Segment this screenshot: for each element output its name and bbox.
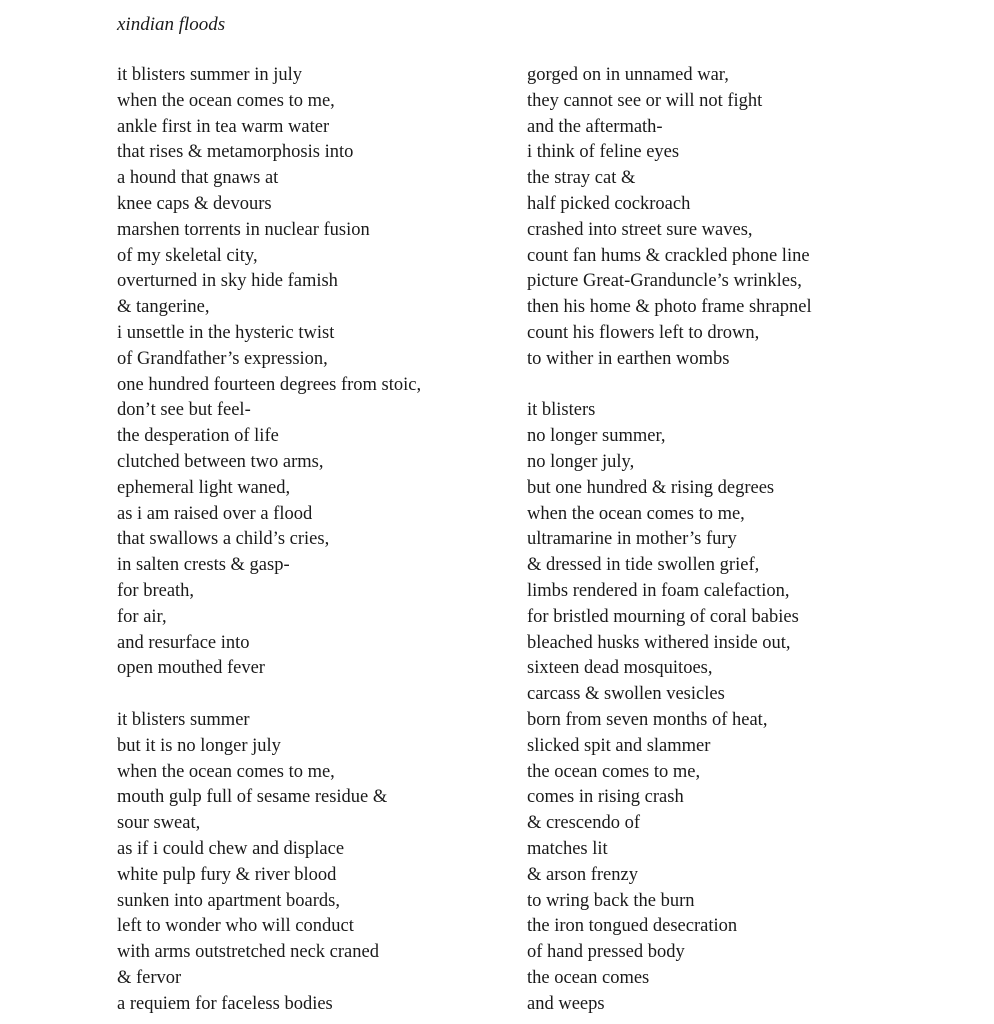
- poem-line: when the ocean comes to me,: [527, 503, 745, 524]
- poem-line: ephemeral light waned,: [117, 477, 291, 498]
- poem-line: i think of feline eyes: [527, 142, 680, 163]
- poem-line: crashed into street sure waves,: [527, 219, 753, 240]
- poem-line: one hundred fourteen degrees from stoic,: [117, 374, 422, 395]
- poem-line: count his flowers left to drown,: [527, 322, 760, 343]
- poem-line: marshen torrents in nuclear fusion: [117, 219, 370, 240]
- poem-line: picture Great-Granduncle’s wrinkles,: [527, 271, 802, 292]
- poem-line: but one hundred & rising degrees: [527, 477, 775, 498]
- poem-line: overturned in sky hide famish: [117, 271, 338, 292]
- poem-line: ankle first in tea warm water: [117, 116, 330, 137]
- poem-line: comes in rising crash: [527, 787, 684, 808]
- poem-line: bleached husks withered inside out,: [527, 632, 791, 653]
- poem-line: sixteen dead mosquitoes,: [527, 658, 713, 679]
- poem-line: born from seven months of heat,: [527, 709, 768, 730]
- poem-line: white pulp fury & river blood: [117, 864, 337, 885]
- poem-line: that rises & metamorphosis into: [117, 142, 354, 163]
- poem-line: the iron tongued desecration: [527, 916, 738, 937]
- poem-line: and resurface into: [117, 632, 250, 653]
- poem-line: of my skeletal city,: [117, 245, 258, 266]
- poem-line: as i am raised over a flood: [117, 503, 313, 524]
- stanza: [117, 63, 507, 682]
- poem-line: with arms outstretched neck craned: [117, 942, 379, 963]
- stanza-break: [527, 373, 947, 399]
- poem-line: no longer july,: [527, 451, 635, 472]
- poem-line: it blisters summer: [117, 709, 250, 730]
- poem-line: then his home & photo frame shrapnel: [527, 297, 812, 318]
- poem-line: the ocean comes: [527, 967, 650, 988]
- poem-line: gorged on in unnamed war,: [527, 65, 729, 85]
- poem-line: ultramarine in mother’s fury: [527, 529, 737, 550]
- poem-line: clutched between two arms,: [117, 451, 324, 472]
- poem-line: but it is no longer july: [117, 735, 281, 756]
- poem-line: mouth gulp full of sesame residue &: [117, 787, 388, 808]
- poem-line: & arson frenzy: [527, 864, 638, 885]
- stanza: [527, 398, 947, 1017]
- left-column: [117, 63, 507, 1017]
- poem-line: a hound that gnaws at: [117, 168, 279, 189]
- poem-line: it blisters summer in july: [117, 65, 302, 85]
- poem-line: in salten crests & gasp-: [117, 555, 290, 576]
- poem-line: they cannot see or will not fight: [527, 90, 763, 111]
- poem-line: count fan hums & crackled phone line: [527, 245, 810, 266]
- right-column: [527, 63, 947, 1017]
- poem-line: to wither in earthen wombs: [527, 348, 730, 369]
- poem-line: limbs rendered in foam calefaction,: [527, 580, 790, 601]
- poem-line: & dressed in tide swollen grief,: [527, 555, 760, 576]
- poem-line: matches lit: [527, 838, 608, 859]
- poem-line: & fervor: [117, 967, 182, 988]
- stanza: [117, 708, 507, 1018]
- poem-line: carcass & swollen vesicles: [527, 684, 725, 705]
- poem-title: xindian floods: [117, 14, 226, 35]
- poem-line: half picked cockroach: [527, 193, 691, 214]
- poem-line: & crescendo of: [527, 813, 641, 834]
- poem-line: a requiem for faceless bodies: [117, 993, 333, 1014]
- poem-line: the stray cat &: [527, 168, 636, 189]
- poem-line: that swallows a child’s cries,: [117, 529, 330, 550]
- poem-line: open mouthed fever: [117, 658, 265, 679]
- poem-line: the desperation of life: [117, 426, 279, 447]
- poem-line: sunken into apartment boards,: [117, 890, 340, 911]
- poem-line: for bristled mourning of coral babies: [527, 606, 799, 627]
- poem-line: left to wonder who will conduct: [117, 916, 354, 937]
- poem-line: of Grandfather’s expression,: [117, 348, 328, 369]
- poem-line: & tangerine,: [117, 297, 210, 318]
- poem-line: and weeps: [527, 993, 605, 1014]
- poem-line: don’t see but feel-: [117, 400, 251, 421]
- stanza: [527, 63, 947, 373]
- poem-line: as if i could chew and displace: [117, 838, 345, 859]
- poem-line: slicked spit and slammer: [527, 735, 711, 756]
- poem-line: knee caps & devours: [117, 193, 272, 214]
- stanza-break: [117, 682, 507, 708]
- poem-line: to wring back the burn: [527, 890, 695, 911]
- poem-line: no longer summer,: [527, 426, 666, 447]
- poem-line: and the aftermath-: [527, 116, 663, 137]
- poem-line: sour sweat,: [117, 813, 201, 834]
- poem-line: i unsettle in the hysteric twist: [117, 322, 335, 343]
- poem-line: of hand pressed body: [527, 942, 685, 963]
- poem-line: when the ocean comes to me,: [117, 90, 335, 111]
- poem-line: for air,: [117, 606, 167, 627]
- poem-line: for breath,: [117, 580, 195, 601]
- poem-line: when the ocean comes to me,: [117, 761, 335, 782]
- poem-line: it blisters: [527, 400, 596, 421]
- poem-line: the ocean comes to me,: [527, 761, 701, 782]
